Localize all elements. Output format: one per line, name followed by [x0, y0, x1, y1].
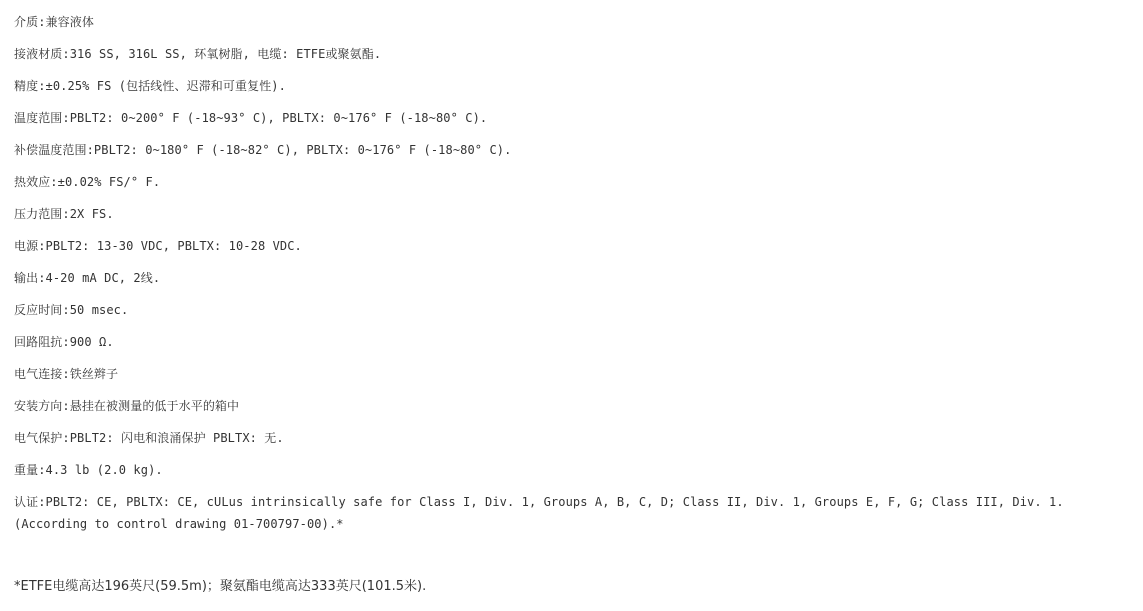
spec-electrical-protection: 电气保护:PBLT2: 闪电和浪涌保护 PBLTX: 无.	[14, 431, 284, 445]
spec-output: 输出:4-20 mA DC, 2线.	[14, 271, 161, 285]
spec-compensated-temperature-range: 补偿温度范围:PBLT2: 0~180° F (-18~82° C), PBLTX: 0~176° F (-18~80° C).	[14, 143, 512, 157]
spec-wetted-materials: 接液材质:316 SS, 316L SS, 环氧树脂, 电缆: ETFE或聚氨酯.	[14, 47, 382, 61]
spec-accuracy: 精度:±0.25% FS (包括线性、迟滞和可重复性).	[14, 79, 286, 93]
spec-medium: 介质:兼容液体	[14, 15, 94, 29]
spec-thermal-effect: 热效应:±0.02% FS/° F.	[14, 175, 161, 189]
spec-electrical-connection: 电气连接:铁丝辫子	[14, 367, 119, 381]
cable-length-footnote: *ETFE电缆高达196英尺(59.5m)；聚氨酯电缆高达333英尺(101.5米).	[14, 579, 427, 594]
spec-approvals: 认证:PBLT2: CE, PBLTX: CE, cULus intrinsically safe for Class I, Div. 1, Groups A, B, C, D; Class II, Div. 1, Groups E, F, G; Class III, Div. 1. (According to control drawing 01-700797-00).*	[14, 495, 1064, 531]
spec-list	[14, 11, 1124, 545]
spec-mounting-orientation: 安装方向:悬挂在被测量的低于水平的箱中	[14, 399, 240, 413]
spec-response-time: 反应时间:50 msec.	[14, 303, 129, 317]
spec-pressure-limit: 压力范围:2X FS.	[14, 207, 114, 221]
spec-power-supply: 电源:PBLT2: 13-30 VDC, PBLTX: 10-28 VDC.	[14, 239, 302, 253]
spec-weight: 重量:4.3 lb (2.0 kg).	[14, 463, 163, 477]
spec-loop-resistance: 回路阻抗:900 Ω.	[14, 335, 114, 349]
spec-temperature-range: 温度范围:PBLT2: 0~200° F (-18~93° C), PBLTX: 0~176° F (-18~80° C).	[14, 111, 488, 125]
